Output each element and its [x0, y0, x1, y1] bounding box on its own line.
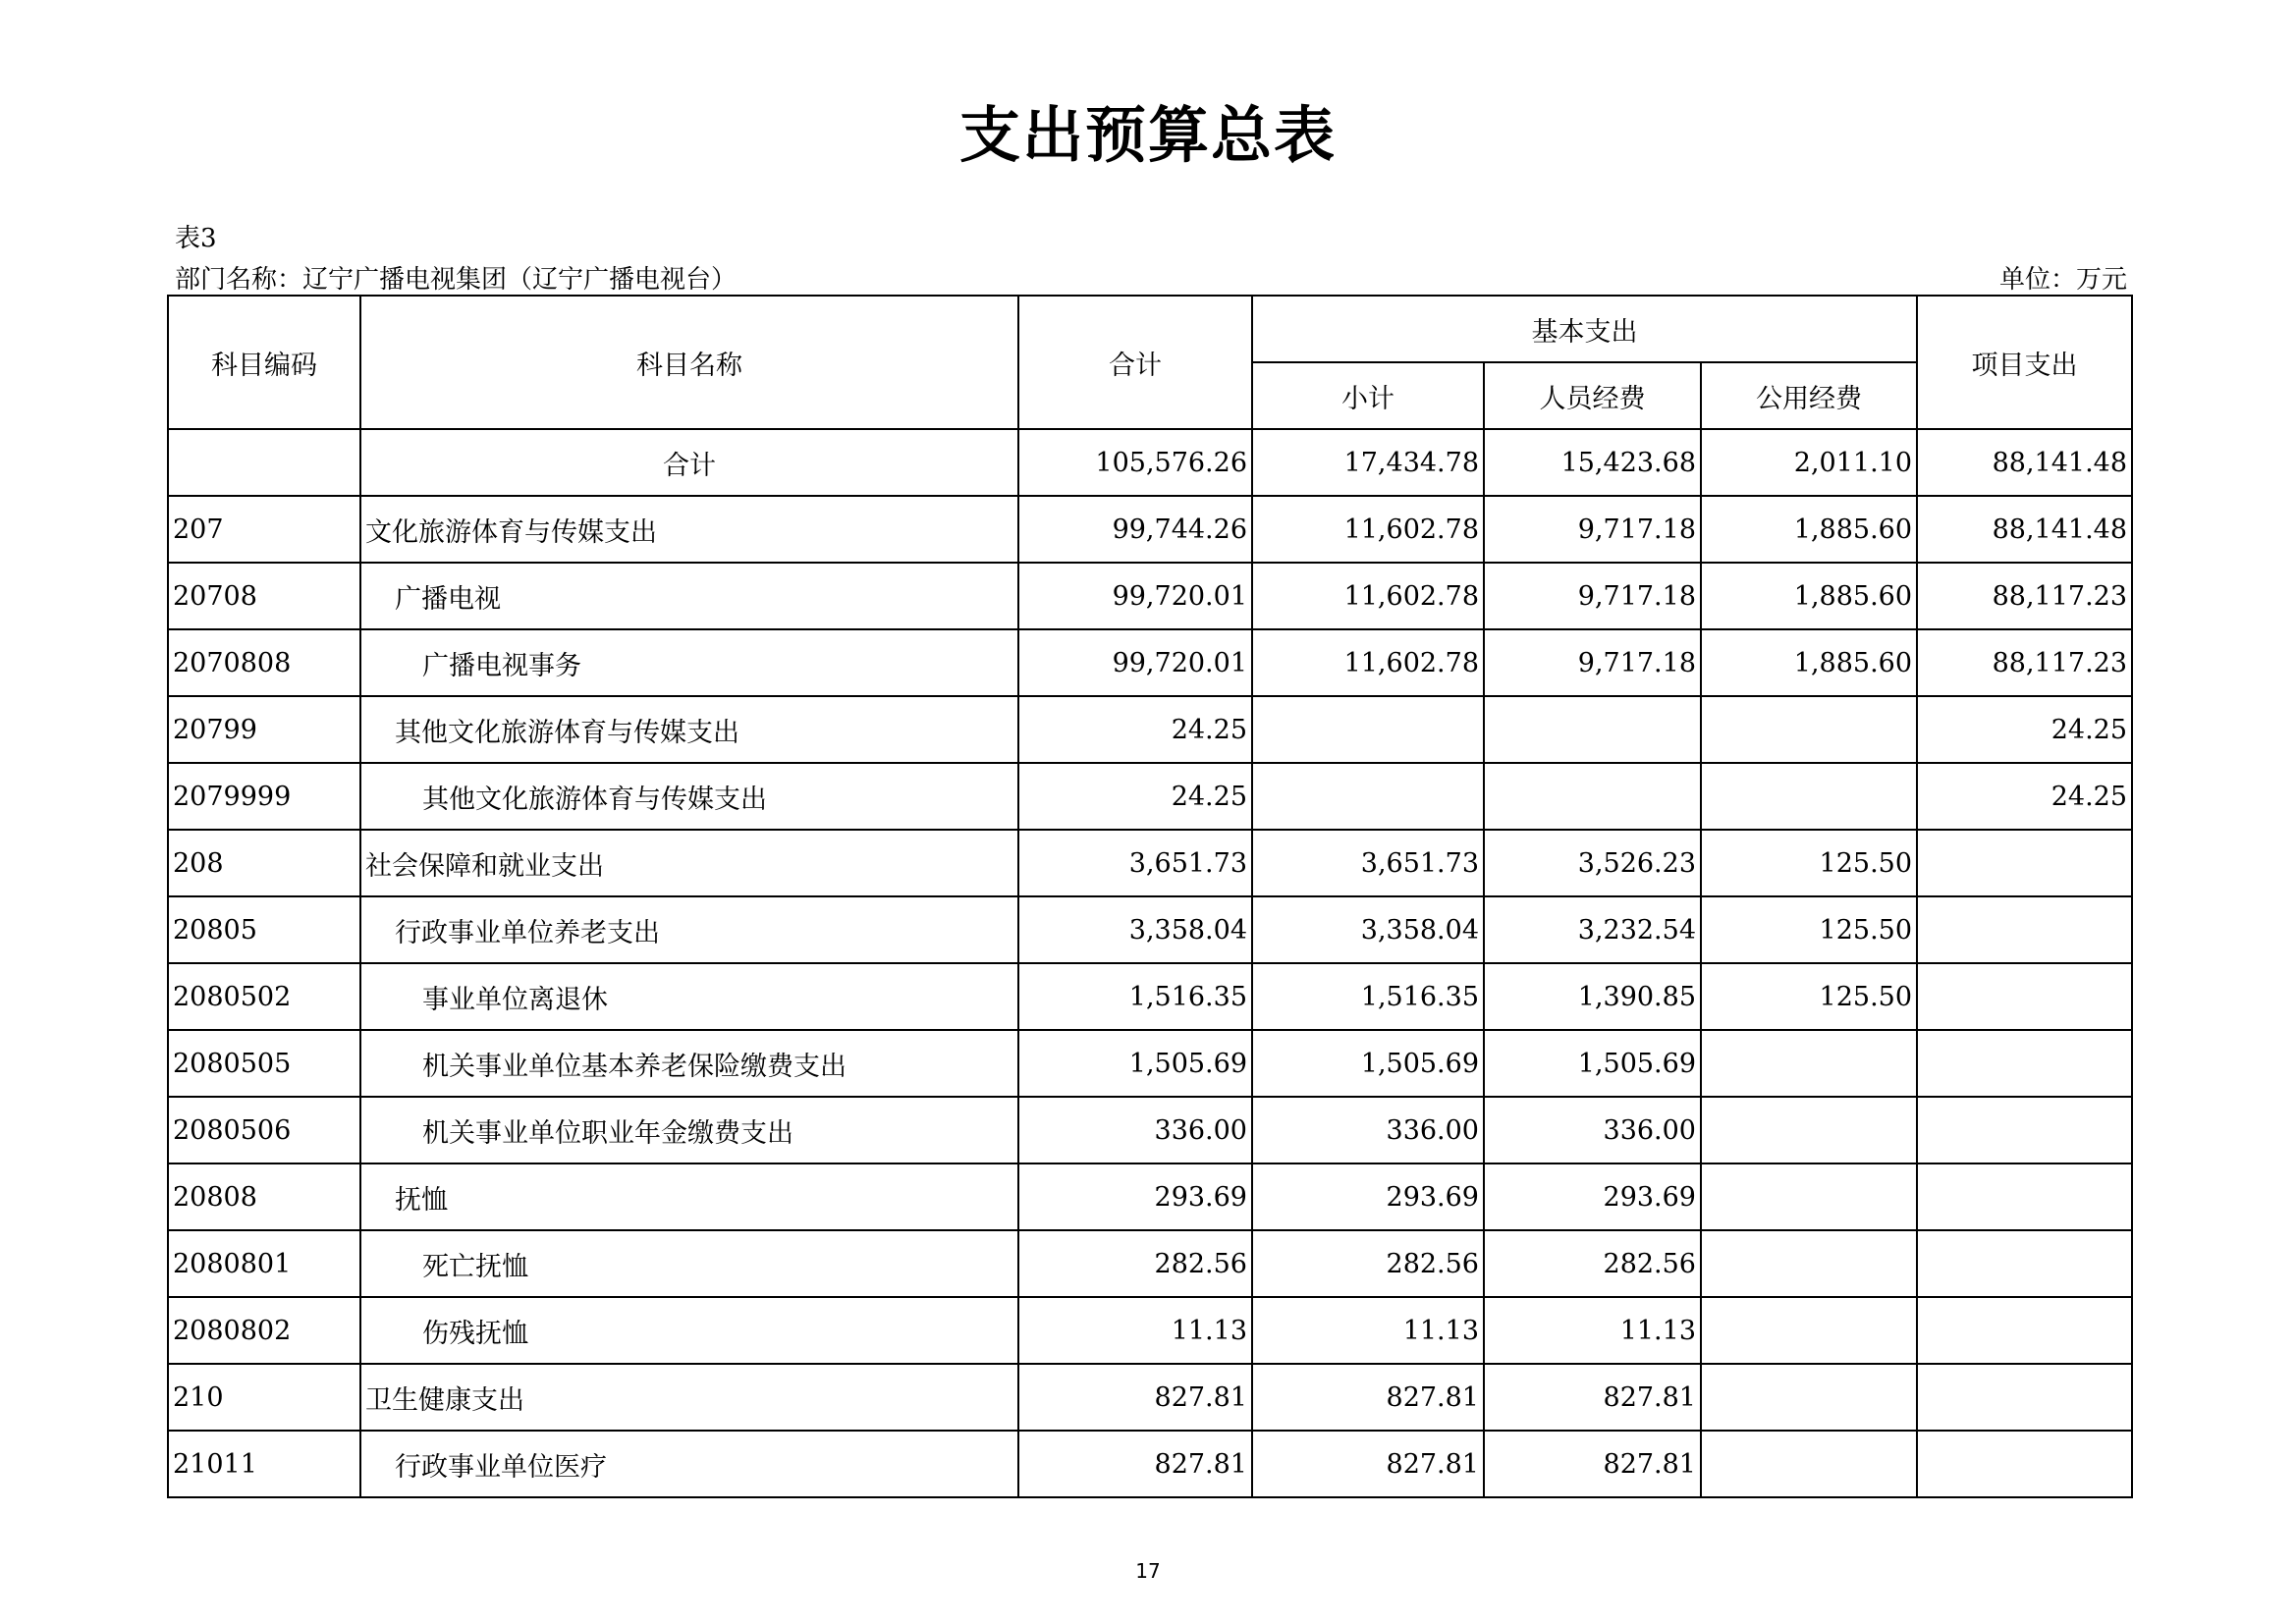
cell-name: 机关事业单位基本养老保险缴费支出 [360, 1030, 1018, 1097]
cell-subtotal: 11,602.78 [1252, 496, 1484, 563]
table-row [168, 1364, 2132, 1431]
cell-name: 机关事业单位职业年金缴费支出 [360, 1097, 1018, 1163]
cell-project [1917, 1030, 2132, 1097]
cell-subtotal: 1,516.35 [1252, 963, 1484, 1030]
cell-code: 2080801 [168, 1230, 360, 1297]
table-row [168, 1297, 2132, 1364]
cell-project [1917, 1364, 2132, 1431]
cell-total: 827.81 [1018, 1431, 1252, 1497]
cell-project [1917, 1297, 2132, 1364]
cell-subtotal: 282.56 [1252, 1230, 1484, 1297]
table-row [168, 1230, 2132, 1297]
table-row [168, 629, 2132, 696]
cell-project [1917, 896, 2132, 963]
cell-public: 125.50 [1701, 830, 1917, 896]
cell-public: 1,885.60 [1701, 629, 1917, 696]
cell-public: 1,885.60 [1701, 563, 1917, 629]
cell-code: 2080505 [168, 1030, 360, 1097]
cell-subtotal: 1,505.69 [1252, 1030, 1484, 1097]
cell-public [1701, 1163, 1917, 1230]
header-basic: 基本支出 [1252, 296, 1917, 362]
cell-personnel [1484, 696, 1701, 763]
cell-public: 125.50 [1701, 896, 1917, 963]
cell-name: 卫生健康支出 [360, 1364, 1018, 1431]
cell-name: 其他文化旅游体育与传媒支出 [360, 763, 1018, 830]
cell-subtotal: 11,602.78 [1252, 629, 1484, 696]
cell-total: 293.69 [1018, 1163, 1252, 1230]
cell-personnel: 827.81 [1484, 1364, 1701, 1431]
cell-project: 24.25 [1917, 763, 2132, 830]
cell-project [1917, 830, 2132, 896]
cell-project [1917, 1431, 2132, 1497]
cell-name: 广播电视 [360, 563, 1018, 629]
cell-public [1701, 1097, 1917, 1163]
cell-personnel: 11.13 [1484, 1297, 1701, 1364]
cell-code: 20805 [168, 896, 360, 963]
cell-total: 282.56 [1018, 1230, 1252, 1297]
table-row [168, 1030, 2132, 1097]
cell-public: 1,885.60 [1701, 496, 1917, 563]
page-number: 17 [1135, 1559, 1161, 1583]
table-row [168, 1097, 2132, 1163]
cell-project: 24.25 [1917, 696, 2132, 763]
cell-public: 125.50 [1701, 963, 1917, 1030]
department-name: 部门名称：辽宁广播电视集团（辽宁广播电视台） [175, 265, 738, 295]
cell-total: 24.25 [1018, 696, 1252, 763]
cell-subtotal: 11.13 [1252, 1297, 1484, 1364]
cell-subtotal: 3,651.73 [1252, 830, 1484, 896]
cell-total: 105,576.26 [1018, 429, 1252, 496]
cell-subtotal: 827.81 [1252, 1431, 1484, 1497]
cell-name: 行政事业单位养老支出 [360, 896, 1018, 963]
cell-personnel: 336.00 [1484, 1097, 1701, 1163]
cell-subtotal: 827.81 [1252, 1364, 1484, 1431]
table-row [168, 1431, 2132, 1497]
cell-code: 208 [168, 830, 360, 896]
cell-total: 11.13 [1018, 1297, 1252, 1364]
cell-total: 99,744.26 [1018, 496, 1252, 563]
table-row [168, 830, 2132, 896]
cell-subtotal [1252, 763, 1484, 830]
cell-code: 2079999 [168, 763, 360, 830]
cell-personnel: 15,423.68 [1484, 429, 1701, 496]
cell-code: 20708 [168, 563, 360, 629]
cell-code: 2080502 [168, 963, 360, 1030]
cell-personnel: 9,717.18 [1484, 496, 1701, 563]
cell-public [1701, 1030, 1917, 1097]
cell-name: 伤残抚恤 [360, 1297, 1018, 1364]
cell-personnel: 1,390.85 [1484, 963, 1701, 1030]
cell-total: 336.00 [1018, 1097, 1252, 1163]
cell-personnel: 9,717.18 [1484, 629, 1701, 696]
table-row [168, 896, 2132, 963]
cell-name: 行政事业单位医疗 [360, 1431, 1018, 1497]
cell-total: 3,651.73 [1018, 830, 1252, 896]
cell-name: 事业单位离退休 [360, 963, 1018, 1030]
cell-personnel [1484, 763, 1701, 830]
cell-personnel: 293.69 [1484, 1163, 1701, 1230]
cell-personnel: 9,717.18 [1484, 563, 1701, 629]
cell-project [1917, 1230, 2132, 1297]
header-public: 公用经费 [1701, 362, 1917, 429]
cell-subtotal: 3,358.04 [1252, 896, 1484, 963]
cell-project [1917, 1097, 2132, 1163]
cell-name: 其他文化旅游体育与传媒支出 [360, 696, 1018, 763]
cell-total: 1,505.69 [1018, 1030, 1252, 1097]
cell-code [168, 429, 360, 496]
cell-total: 99,720.01 [1018, 629, 1252, 696]
cell-name: 合计 [360, 429, 1018, 496]
table-number: 表3 [175, 224, 217, 253]
cell-name: 社会保障和就业支出 [360, 830, 1018, 896]
cell-code: 2080506 [168, 1097, 360, 1163]
cell-public [1701, 763, 1917, 830]
cell-project: 88,117.23 [1917, 629, 2132, 696]
header-name: 科目名称 [360, 296, 1018, 429]
cell-subtotal: 336.00 [1252, 1097, 1484, 1163]
cell-personnel: 3,526.23 [1484, 830, 1701, 896]
table-row [168, 696, 2132, 763]
cell-public [1701, 1364, 1917, 1431]
cell-project [1917, 963, 2132, 1030]
cell-code: 2080802 [168, 1297, 360, 1364]
table-row [168, 963, 2132, 1030]
header-subtotal: 小计 [1252, 362, 1484, 429]
cell-public [1701, 696, 1917, 763]
cell-personnel: 1,505.69 [1484, 1030, 1701, 1097]
cell-subtotal: 293.69 [1252, 1163, 1484, 1230]
table-body [168, 429, 2132, 1497]
cell-personnel: 3,232.54 [1484, 896, 1701, 963]
header-code: 科目编码 [168, 296, 360, 429]
cell-name: 文化旅游体育与传媒支出 [360, 496, 1018, 563]
cell-public [1701, 1297, 1917, 1364]
cell-code: 210 [168, 1364, 360, 1431]
cell-subtotal [1252, 696, 1484, 763]
cell-personnel: 827.81 [1484, 1431, 1701, 1497]
header-total: 合计 [1018, 296, 1252, 429]
cell-total: 1,516.35 [1018, 963, 1252, 1030]
cell-public [1701, 1230, 1917, 1297]
cell-total: 24.25 [1018, 763, 1252, 830]
cell-personnel: 282.56 [1484, 1230, 1701, 1297]
table-row [168, 563, 2132, 629]
cell-public [1701, 1431, 1917, 1497]
budget-table [167, 295, 2133, 1498]
cell-subtotal: 17,434.78 [1252, 429, 1484, 496]
cell-project: 88,141.48 [1917, 429, 2132, 496]
table-row [168, 1163, 2132, 1230]
table-row [168, 496, 2132, 563]
cell-total: 99,720.01 [1018, 563, 1252, 629]
table-row [168, 763, 2132, 830]
unit-label: 单位：万元 [1998, 265, 2127, 295]
cell-project: 88,117.23 [1917, 563, 2132, 629]
header-personnel: 人员经费 [1484, 362, 1701, 429]
page-title: 支出预算总表 [958, 99, 1337, 171]
table-row [168, 429, 2132, 496]
cell-code: 20799 [168, 696, 360, 763]
cell-code: 21011 [168, 1431, 360, 1497]
cell-project: 88,141.48 [1917, 496, 2132, 563]
header-project: 项目支出 [1917, 296, 2132, 429]
cell-total: 3,358.04 [1018, 896, 1252, 963]
cell-subtotal: 11,602.78 [1252, 563, 1484, 629]
cell-code: 2070808 [168, 629, 360, 696]
cell-public: 2,011.10 [1701, 429, 1917, 496]
cell-name: 死亡抚恤 [360, 1230, 1018, 1297]
cell-total: 827.81 [1018, 1364, 1252, 1431]
cell-project [1917, 1163, 2132, 1230]
cell-code: 20808 [168, 1163, 360, 1230]
cell-code: 207 [168, 496, 360, 563]
cell-name: 抚恤 [360, 1163, 1018, 1230]
cell-name: 广播电视事务 [360, 629, 1018, 696]
